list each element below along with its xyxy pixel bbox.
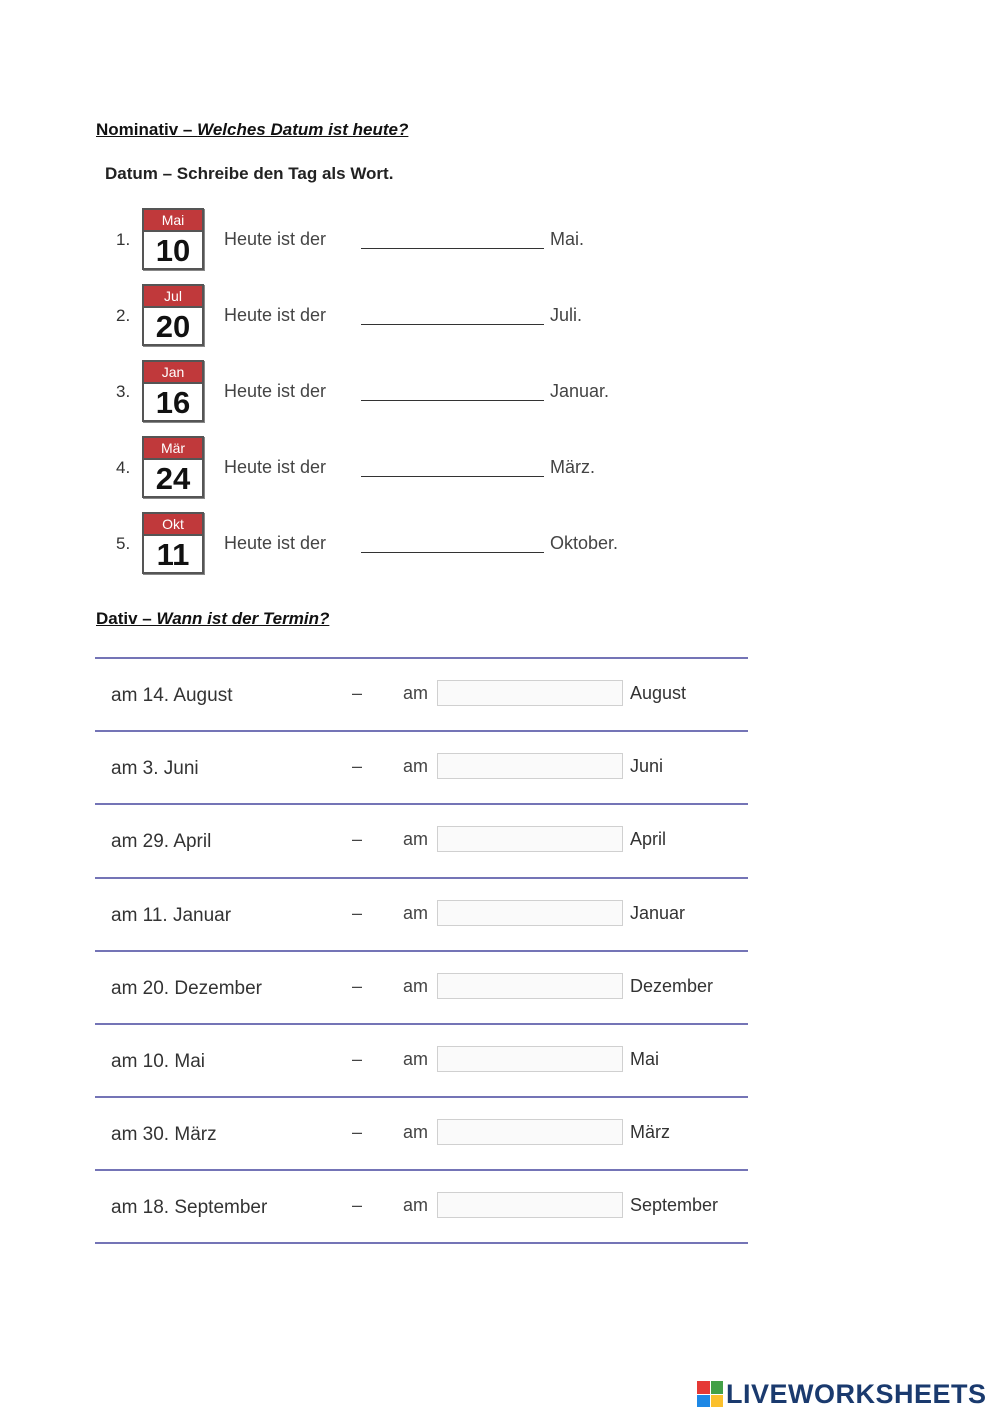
answer-blank[interactable] [361,400,544,401]
date-phrase: am 3. Juni [111,758,199,779]
answer-blank[interactable] [361,324,544,325]
am-label: am [403,683,429,703]
table-row [0,804,1000,877]
calendar-icon [142,284,204,346]
dativ-heading-label: Dativ – [96,609,157,628]
date-phrase: am 30. März [111,1124,217,1145]
month-label: Juni [630,756,664,776]
row-number: 4. [116,458,131,477]
dativ-heading-question: Wann ist der Termin? [156,609,330,628]
calendar-day: 24 [155,461,191,496]
table-row [0,1170,1000,1243]
date-phrase: am 11. Januar [111,905,232,926]
answer-input[interactable] [437,900,623,926]
calendar-icon [142,360,204,422]
month-label: Januar [630,903,686,923]
am-label: am [403,976,429,996]
answer-blank[interactable] [361,476,544,477]
month-label: April [630,829,667,849]
calendar-icon [142,512,204,574]
brand-name: LIVEWORKSHEETS [726,1378,987,1409]
table-row [0,1024,1000,1097]
nominativ-row [0,284,1000,350]
calendar-month: Jul [144,286,202,308]
dash: – [352,829,363,849]
dash: – [352,1122,363,1142]
row-number: 3. [116,382,131,401]
nominativ-row [0,208,1000,274]
row-number: 5. [116,534,131,553]
row-divider [95,1242,748,1244]
nominativ-instruction: Datum – Schreibe den Tag als Wort. [105,164,394,183]
row-number: 1. [116,230,131,249]
answer-blank[interactable] [361,552,544,553]
nominativ-heading-question: Welches Datum ist heute? [197,120,409,139]
answer-input[interactable] [437,973,623,999]
liveworksheets-logo-icon [697,1381,723,1407]
nominativ-heading-label: Nominativ – [96,120,198,139]
answer-blank[interactable] [361,248,544,249]
am-label: am [403,1049,429,1069]
sentence-month: Mai. [550,229,585,249]
calendar-month: Mai [144,210,202,232]
nominativ-row [0,436,1000,502]
am-label: am [403,903,429,923]
sentence-start: Heute ist der [224,229,327,249]
nominativ-row [0,512,1000,578]
calendar-month: Jan [144,362,202,384]
month-label: März [630,1122,670,1142]
month-label: August [630,683,687,703]
answer-input[interactable] [437,1046,623,1072]
liveworksheets-brand [697,1376,987,1412]
dativ-heading [96,609,329,629]
date-phrase: am 20. Dezember [111,978,263,999]
row-number: 2. [116,306,131,325]
sentence-start: Heute ist der [224,533,327,553]
sentence-start: Heute ist der [224,305,327,325]
sentence-month: Oktober. [550,533,619,553]
am-label: am [403,756,429,776]
dash: – [352,1049,363,1069]
dash: – [352,976,363,996]
dash: – [352,1195,363,1215]
table-row [0,878,1000,951]
am-label: am [403,1122,429,1142]
month-label: September [630,1195,719,1215]
table-row [0,1097,1000,1170]
am-label: am [403,1195,429,1215]
table-row [0,731,1000,804]
table-row [0,951,1000,1024]
nominativ-heading [96,120,408,140]
calendar-day: 11 [156,537,190,572]
date-phrase: am 18. September [111,1197,268,1218]
calendar-month: Okt [144,514,202,536]
answer-input[interactable] [437,680,623,706]
answer-input[interactable] [437,1192,623,1218]
calendar-day: 10 [155,233,191,268]
answer-input[interactable] [437,1119,623,1145]
answer-input[interactable] [437,826,623,852]
dash: – [352,756,363,776]
calendar-icon [142,208,204,270]
sentence-month: März. [550,457,595,477]
month-label: Dezember [630,976,714,996]
sentence-start: Heute ist der [224,457,327,477]
sentence-start: Heute ist der [224,381,327,401]
sentence-month: Januar. [550,381,610,401]
dash: – [352,903,363,923]
sentence-month: Juli. [550,305,583,325]
calendar-day: 16 [155,385,191,420]
answer-input[interactable] [437,753,623,779]
table-row [0,658,1000,731]
dash: – [352,683,363,703]
month-label: Mai [630,1049,660,1069]
date-phrase: am 14. August [111,685,233,706]
calendar-icon [142,436,204,498]
date-phrase: am 29. April [111,831,212,852]
calendar-day: 20 [155,309,191,344]
nominativ-row [0,360,1000,426]
am-label: am [403,829,429,849]
date-phrase: am 10. Mai [111,1051,205,1072]
calendar-month: Mär [144,438,202,460]
